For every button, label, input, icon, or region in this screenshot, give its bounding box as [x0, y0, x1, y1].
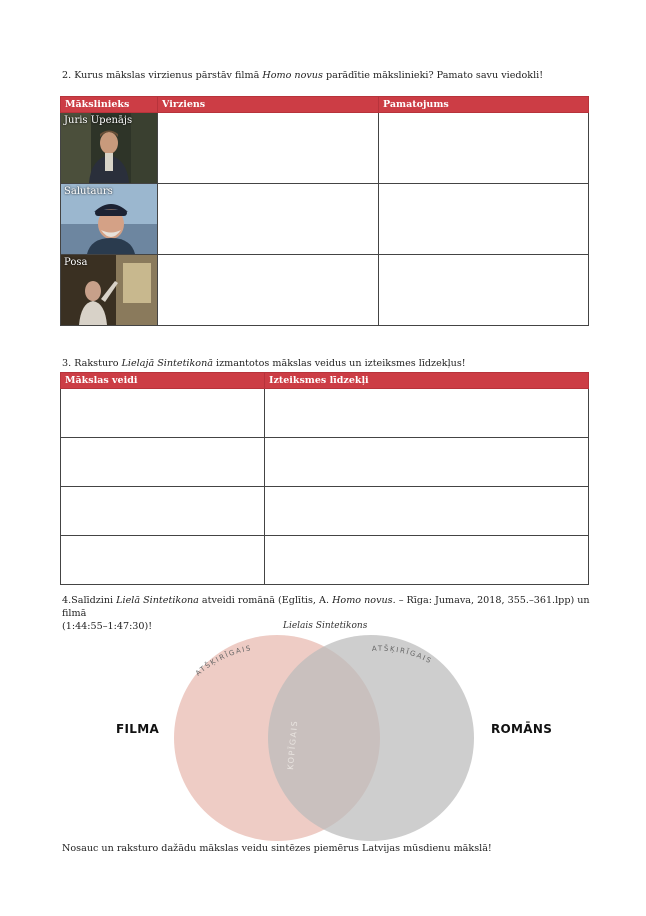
question-2-text: 2. Kurus mākslas virzienus pārstāv filmā [62, 70, 263, 81]
question-2-text-end: parādītie mākslinieki? Pamato savu viedokli! [322, 70, 544, 81]
artist-name: Posa [64, 257, 88, 268]
venn-center-label: KOPĪGAIS [286, 719, 300, 771]
question-3-work-title: Lielajā Sintetikonā [121, 358, 213, 369]
venn-left-arc-label: ATŠĶIRĪGAIS [194, 644, 253, 678]
header-artist: Mākslinieks [61, 97, 158, 113]
header-means-of-expression: Izteiksmes līdzekļi [265, 373, 589, 389]
question-4-text-mid: atveidi romānā (Eglītis, A. [198, 595, 333, 606]
question-5: Nosauc un raksturo dažādu mākslas veidu sintēzes piemērus Latvijas mūsdienu mākslā! [62, 843, 492, 854]
header-justification: Pamatojums [379, 97, 589, 113]
question-4-text-end: . – Rīga: Jumava, 2018, 355.–361.lpp) un filmā [62, 595, 590, 619]
artist-name: Salutaurs [64, 186, 113, 197]
question-4-work-title: Lielā Sintetikona [116, 595, 199, 606]
venn-left-label: FILMA [116, 722, 160, 736]
venn-right-arc-label: ATŠĶIRĪGAIS [371, 644, 434, 666]
header-art-forms: Mākslas veidi [61, 373, 265, 389]
venn-right-label: ROMĀNS [491, 722, 553, 736]
question-2-film-title: Homo novus [262, 70, 323, 81]
question-4-book-title: Homo novus [332, 595, 393, 606]
header-direction: Virziens [158, 97, 379, 113]
question-4-text: 4.Salīdzini [62, 595, 117, 606]
venn-right-circle [268, 635, 474, 841]
question-3-text: 3. Raksturo [62, 358, 122, 369]
question-3-text-end: izmantotos mākslas veidus un izteiksmes līdzekļus! [212, 358, 466, 369]
artist-name: Juris Upenājs [64, 115, 133, 126]
venn-title: Lielais Sintetikons [283, 621, 368, 631]
question-4-timecode: (1:44:55–1:47:30)! [62, 621, 153, 632]
